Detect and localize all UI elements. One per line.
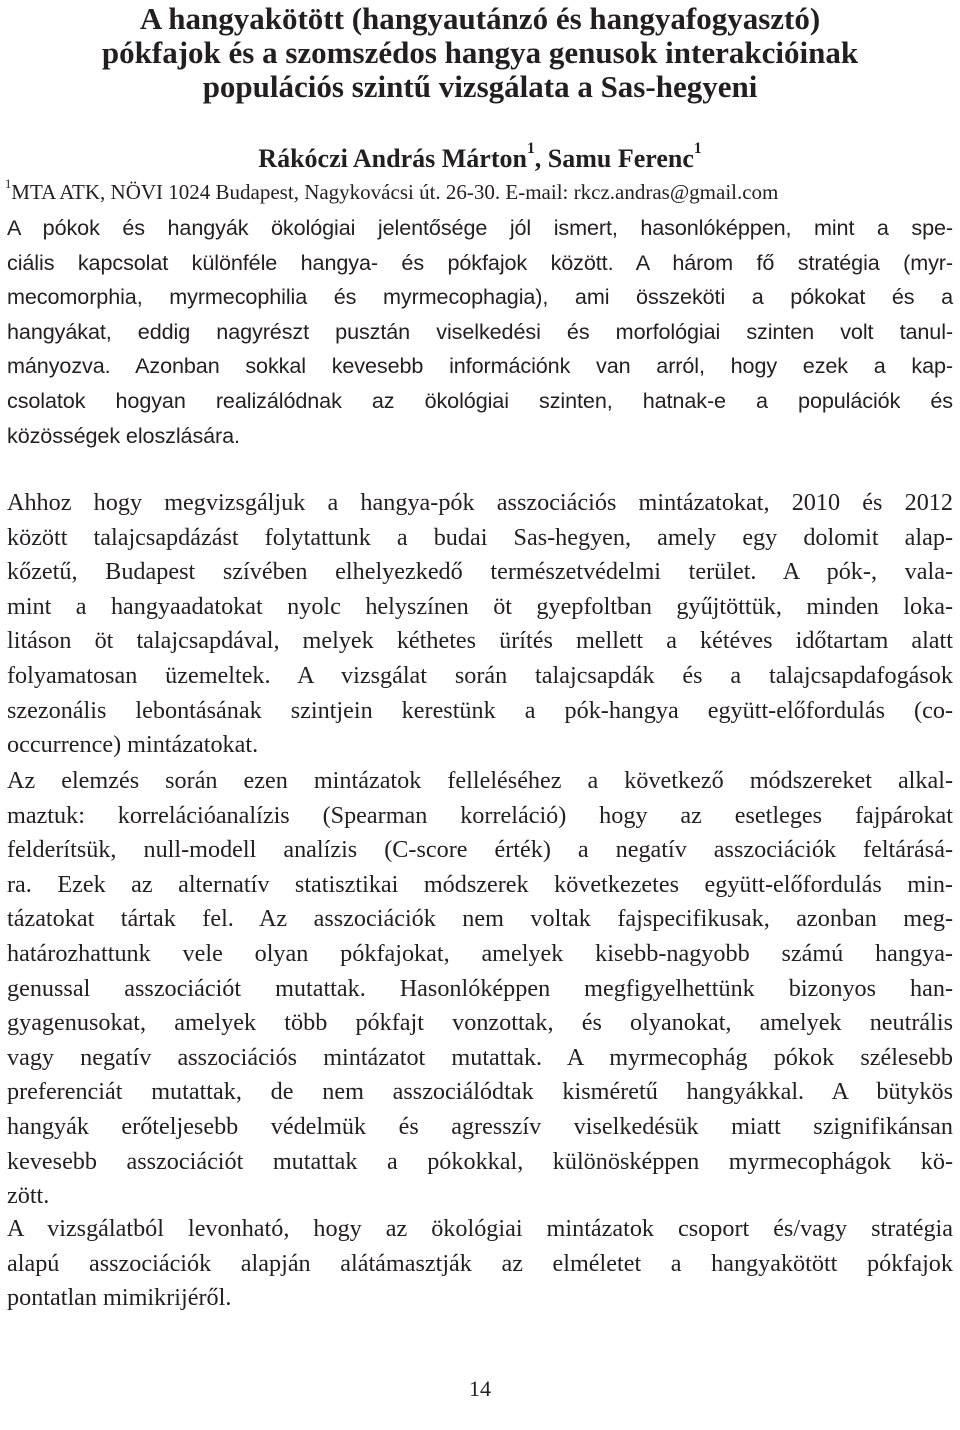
text-line: occurrence) mintázatokat. xyxy=(7,731,259,759)
text-line: maztuk: korrelációanalízis (Spearman korreláció) hogy az esetleges fajpárokat xyxy=(7,801,953,829)
text-line: mányozva. Azonban sokkal kevesebb információnk van arról, hogy ezek a kap- xyxy=(7,353,953,379)
text-line: közösségek eloszlására. xyxy=(7,422,240,448)
affiliation xyxy=(5,178,955,206)
text-line: genussal asszociációt mutattak. Hasonlóképpen megfigyelhettünk bizonyos han- xyxy=(7,974,953,1002)
title-line: A hangyakötött (hangyautánzó és hangyafogyasztó) xyxy=(139,1,821,36)
abstract-paragraph-1 xyxy=(7,211,953,453)
text-line: csolatok hogyan realizálódnak az ökológiai szinten, hatnak-e a populációk és xyxy=(7,387,953,413)
title-line: pókfajok és a szomszédos hangya genusok interakcióinak xyxy=(101,35,859,70)
text-line: ciális kapcsolat különféle hangya- és pókfajok között. A három fő stratégia (myr- xyxy=(7,249,953,275)
text-line: preferenciát mutattak, de nem asszociálódtak kisméretű hangyákkal. A bütykös xyxy=(7,1078,953,1106)
affiliation-text: MTA ATK, NÖVI 1024 Budapest, Nagykovácsi út. 26-30. E-mail: rkcz.andras@gmail.com xyxy=(11,180,779,204)
author-name: Samu Ferenc xyxy=(547,144,694,173)
text-line: A vizsgálatból levonható, hogy az ökológiai mintázatok csoport és/vagy stratégia xyxy=(7,1215,953,1242)
abstract-paragraph-4 xyxy=(7,1212,953,1316)
text-line: A pókok és hangyák ökológiai jelentősége jól ismert, hasonlóképpen, mint a spe- xyxy=(7,215,953,240)
text-line: gyagenusokat, amelyek több pókfajt vonzottak, és olyanokat, amelyek neutrális xyxy=(7,1009,953,1037)
text-line: pontatlan mimikrijéről. xyxy=(7,1284,232,1312)
text-line: litáson öt talajcsapdával, melyek kéthetes ürítés mellett a kétéves időtartam alatt xyxy=(7,627,953,655)
text-line: alapú asszociációk alapján alátámasztják az elméletet a hangyakötött pókfajok xyxy=(7,1249,953,1277)
author-affiliation-marker: 1 xyxy=(693,140,702,158)
text-line: vagy negatív asszociációs mintázatot mutattak. A myrmecophág pókok szélesebb xyxy=(7,1043,953,1071)
text-line: folyamatosan üzemeltek. A vizsgálat során talajcsapdák és a talajcsapdafogások xyxy=(7,661,953,689)
affiliation-marker: 1 xyxy=(5,176,12,191)
text-line: mecomorphia, myrmecophilia és myrmecophagia), ami összeköti a pókokat és a xyxy=(7,284,953,310)
title-line: populációs szintű vizsgálata a Sas-hegyeni xyxy=(202,69,758,104)
text-line: határozhattunk vele olyan pókfajokat, amelyek kisebb-nagyobb számú hangya- xyxy=(7,939,953,967)
text-line: zött. xyxy=(7,1182,50,1210)
author-name: Rákóczi András Márton xyxy=(258,144,527,173)
text-line: ra. Ezek az alternatív statisztikai módszerek következetes együtt-előfordulás min- xyxy=(7,870,953,898)
text-line: felderítsük, null-modell analízis (C-score érték) a negatív asszociációk feltárásá- xyxy=(7,836,953,864)
text-line: tázatokat tártak fel. Az asszociációk nem voltak fajspecifikusak, azonban meg- xyxy=(7,905,953,933)
abstract-paragraph-3 xyxy=(7,764,953,1214)
text-line: között talajcsapdázást folytattunk a budai Sas-hegyen, amely egy dolomit alap- xyxy=(7,523,953,551)
author-affiliation-marker: 1 xyxy=(526,140,535,158)
text-line: szezonális lebontásának szintjein kerestünk a pók-hangya együtt-előfordulás (co- xyxy=(7,696,953,724)
text-line: hangyák erőteljesebb védelmük és agresszív viselkedésük miatt szignifikánsan xyxy=(7,1112,953,1140)
text-line: hangyákat, eddig nagyrészt pusztán viselkedési és morfológiai szinten volt tanul- xyxy=(7,318,953,344)
abstract-paragraph-2 xyxy=(7,486,953,763)
author-list xyxy=(0,140,960,174)
author-separator: , xyxy=(534,144,548,173)
text-line: kőzetű, Budapest szívében elhelyezkedő természetvédelmi terület. A pók-, vala- xyxy=(7,558,953,586)
text-line: Az elemzés során ezen mintázatok felleléséhez a következő módszereket alkal- xyxy=(7,767,953,794)
text-line: Ahhoz hogy megvizsgáljuk a hangya-pók asszociációs mintázatokat, 2010 és 2012 xyxy=(7,489,953,516)
page-number: 14 xyxy=(469,1376,491,1401)
text-line: mint a hangyaadatokat nyolc helyszínen öt gyepfoltban gyűjtöttük, minden loka- xyxy=(7,592,953,620)
paper-title xyxy=(30,2,930,104)
text-line: kevesebb asszociációt mutattak a pókokkal, különösképpen myrmecophágok kö- xyxy=(7,1147,953,1175)
